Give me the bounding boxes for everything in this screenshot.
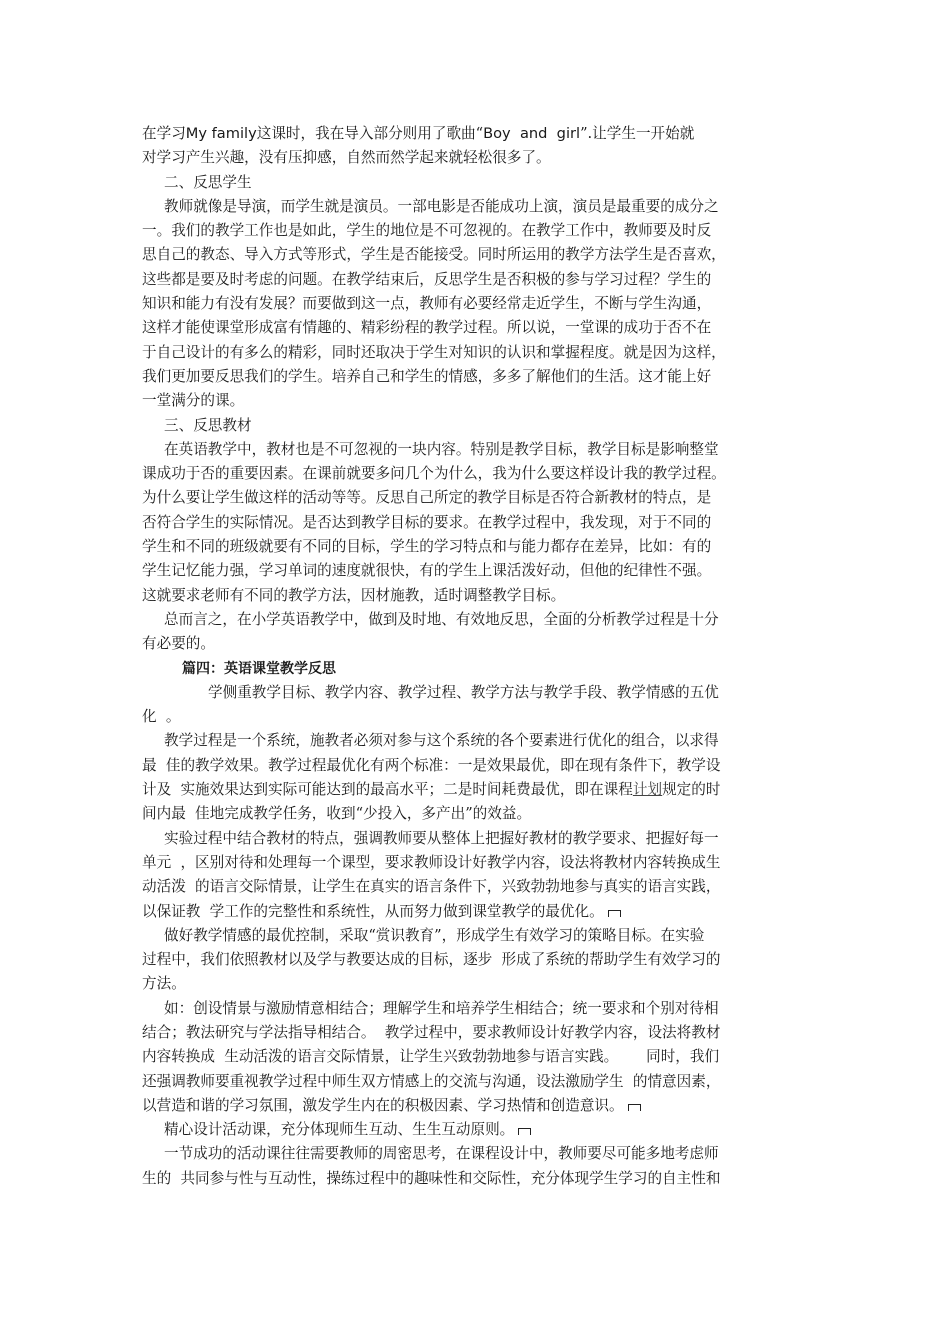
paragraph-line: 课成功于否的重要因素。在课前就要多问几个为什么，我为什么要这样设计我的教学过程。 xyxy=(142,465,726,483)
plan-link[interactable]: 计划 xyxy=(632,781,663,799)
paragraph-line: 还强调教师要重视教学过程中师生双方情感上的交流与沟通，设法激励学生 的情意因素， xyxy=(142,1072,721,1090)
paragraph-line: 我们更加要反思我们的学生。培养自己和学生的情感，多多了解他们的生活。这才能上好 xyxy=(142,367,712,385)
paragraph-line: 一节成功的活动课往往需要教师的周密思考，在课程设计中，教师要尽可能多地考虑师 xyxy=(164,1145,719,1163)
paragraph-line: 过程中，我们依照教材以及学与教要达成的目标，逐步 形成了系统的帮助学生有效学习的 xyxy=(142,951,721,969)
paragraph-line: 学生和不同的班级就要有不同的目标，学生的学习特点和与能力都存在差异，比如：有的 xyxy=(142,538,712,556)
section-heading-students: 二、反思学生 xyxy=(164,173,252,191)
paragraph-line: 如：创设情景与激励情意相结合；理解学生和培养学生相结合；统一要求和个别对待相 xyxy=(164,999,719,1017)
paragraph-line: 这就要求老师有不同的教学方法，因材施教，适时调整教学目标。 xyxy=(142,586,566,604)
paragraph-line: 这样才能使课堂形成富有情趣的、精彩纷程的教学过程。所以说，一堂课的成功于否不在 xyxy=(142,319,712,337)
paragraph-line: 在学习My family这课时，我在导入部分则用了歌曲“Boy and girl”.让学生一开始就 xyxy=(142,125,695,142)
paragraph-line: 在英语教学中，教材也是不可忽视的一块内容。特别是教学目标，教学目标是影响整堂 xyxy=(164,440,719,458)
paragraph-line: 这些都是要及时考虑的问题。在教学结束后，反思学生是否积极的参与学习过程？学生的 xyxy=(142,270,712,288)
paragraph-line: 一。我们的教学工作也是如此，学生的地位是不可忽视的。在教学工作中，教师要及时反 xyxy=(142,222,712,240)
paragraph-line: 动活泼 的语言交际情景，让学生在真实的语言条件下，兴致勃勃地参与真实的语言实践， xyxy=(142,878,721,896)
paragraph-mark-icon xyxy=(518,1128,531,1135)
paragraph-line: 方法。 xyxy=(142,975,186,993)
paragraph-line: 实验过程中结合教材的特点，强调教师要从整体上把握好教材的教学要求、把握好每一 xyxy=(164,829,719,847)
paragraph-line: 以营造和谐的学习氛围，激发学生内在的积极因素、学习热情和创造意识。 xyxy=(142,1094,810,1118)
section-heading-materials: 三、反思教材 xyxy=(164,416,252,434)
paragraph-line: 化 。 xyxy=(142,708,181,726)
paragraph-line: 内容转换成 生动活泼的语言交际情景，让学生兴致勃勃地参与语言实践。 同时，我们 xyxy=(142,1048,720,1066)
paragraph-line: 总而言之，在小学英语教学中，做到及时地、有效地反思，全面的分析教学过程是十分 xyxy=(164,610,719,628)
paragraph-line: 一堂满分的课。 xyxy=(142,392,245,410)
paragraph-line: 间内最 佳地完成教学任务，收到“少投入，多产出”的效益。 xyxy=(142,805,532,823)
paragraph-line: 教学过程是一个系统，施教者必须对参与这个系统的各个要素进行优化的组合，以求得 xyxy=(164,732,719,750)
paragraph-line: 于自己设计的有多么的精彩，同时还取决于学生对知识的认识和掌握程度。就是因为这样， xyxy=(142,343,726,361)
paragraph-mark-icon xyxy=(628,1104,641,1111)
paragraph-line: 精心设计活动课，充分体现师生互动、生生互动原则。 xyxy=(142,1118,810,1142)
paragraph-line: 单元 ，区别对待和处理每一个课型，要求教师设计好教学内容，设法将教材内容转换成生 xyxy=(142,853,721,871)
paragraph-line: 对学习产生兴趣，没有压抑感，自然而然学起来就轻松很多了。 xyxy=(142,149,551,167)
article-heading: 篇四：英语课堂教学反思 xyxy=(182,660,336,677)
paragraph-line: 为什么要让学生做这样的活动等等。反思自己所定的教学目标是否符合新教材的特点，是 xyxy=(142,489,712,507)
paragraph-line: 教师就像是导演，而学生就是演员。一部电影是否能成功上演，演员是最重要的成分之 xyxy=(164,197,719,215)
paragraph-line: 学侧重教学目标、教学内容、教学过程、教学方法与教学手段、教学情感的五优 xyxy=(208,683,719,701)
paragraph-line: 学生记忆能力强，学习单词的速度就很快，有的学生上课活泼好动，但他的纪律性不强。 xyxy=(142,562,712,580)
paragraph-line: 以保证教 学工作的完整性和系统性，从而努力做到课堂教学的最优化。 xyxy=(142,900,810,924)
paragraph-line: 最 佳的教学效果。教学过程最优化有两个标准：一是效果最优，即在现有条件下，教学设 xyxy=(142,756,721,774)
paragraph-mark-icon xyxy=(608,910,621,917)
paragraph-line: 结合；教法研究与学法指导相结合。 教学过程中，要求教师设计好教学内容，设法将教材 xyxy=(142,1023,721,1041)
paragraph-line: 知识和能力有没有发展？而要做到这一点，教师有必要经常走近学生，不断与学生沟通， xyxy=(142,295,712,313)
document-page xyxy=(142,122,810,1191)
paragraph-line: 做好教学情感的最优控制，采取“赏识教育”，形成学生有效学习的策略目标。在实验 xyxy=(164,926,705,944)
paragraph-line: 否符合学生的实际情况。是否达到教学目标的要求。在教学过程中，我发现，对于不同的 xyxy=(142,513,712,531)
paragraph-line: 生的 共同参与性与互动性，操练过程中的趣味性和交际性，充分体现学生学习的自主性和 xyxy=(142,1169,721,1187)
paragraph-line: 有必要的。 xyxy=(142,635,215,653)
paragraph-line: 计及 实施效果达到实际可能达到的最高水平；二是时间耗费最优，即在课程计划规定的时 xyxy=(142,781,721,799)
paragraph-line: 思自己的教态、导入方式等形式，学生是否能接受。同时所运用的教学方法学生是否喜欢， xyxy=(142,246,726,264)
